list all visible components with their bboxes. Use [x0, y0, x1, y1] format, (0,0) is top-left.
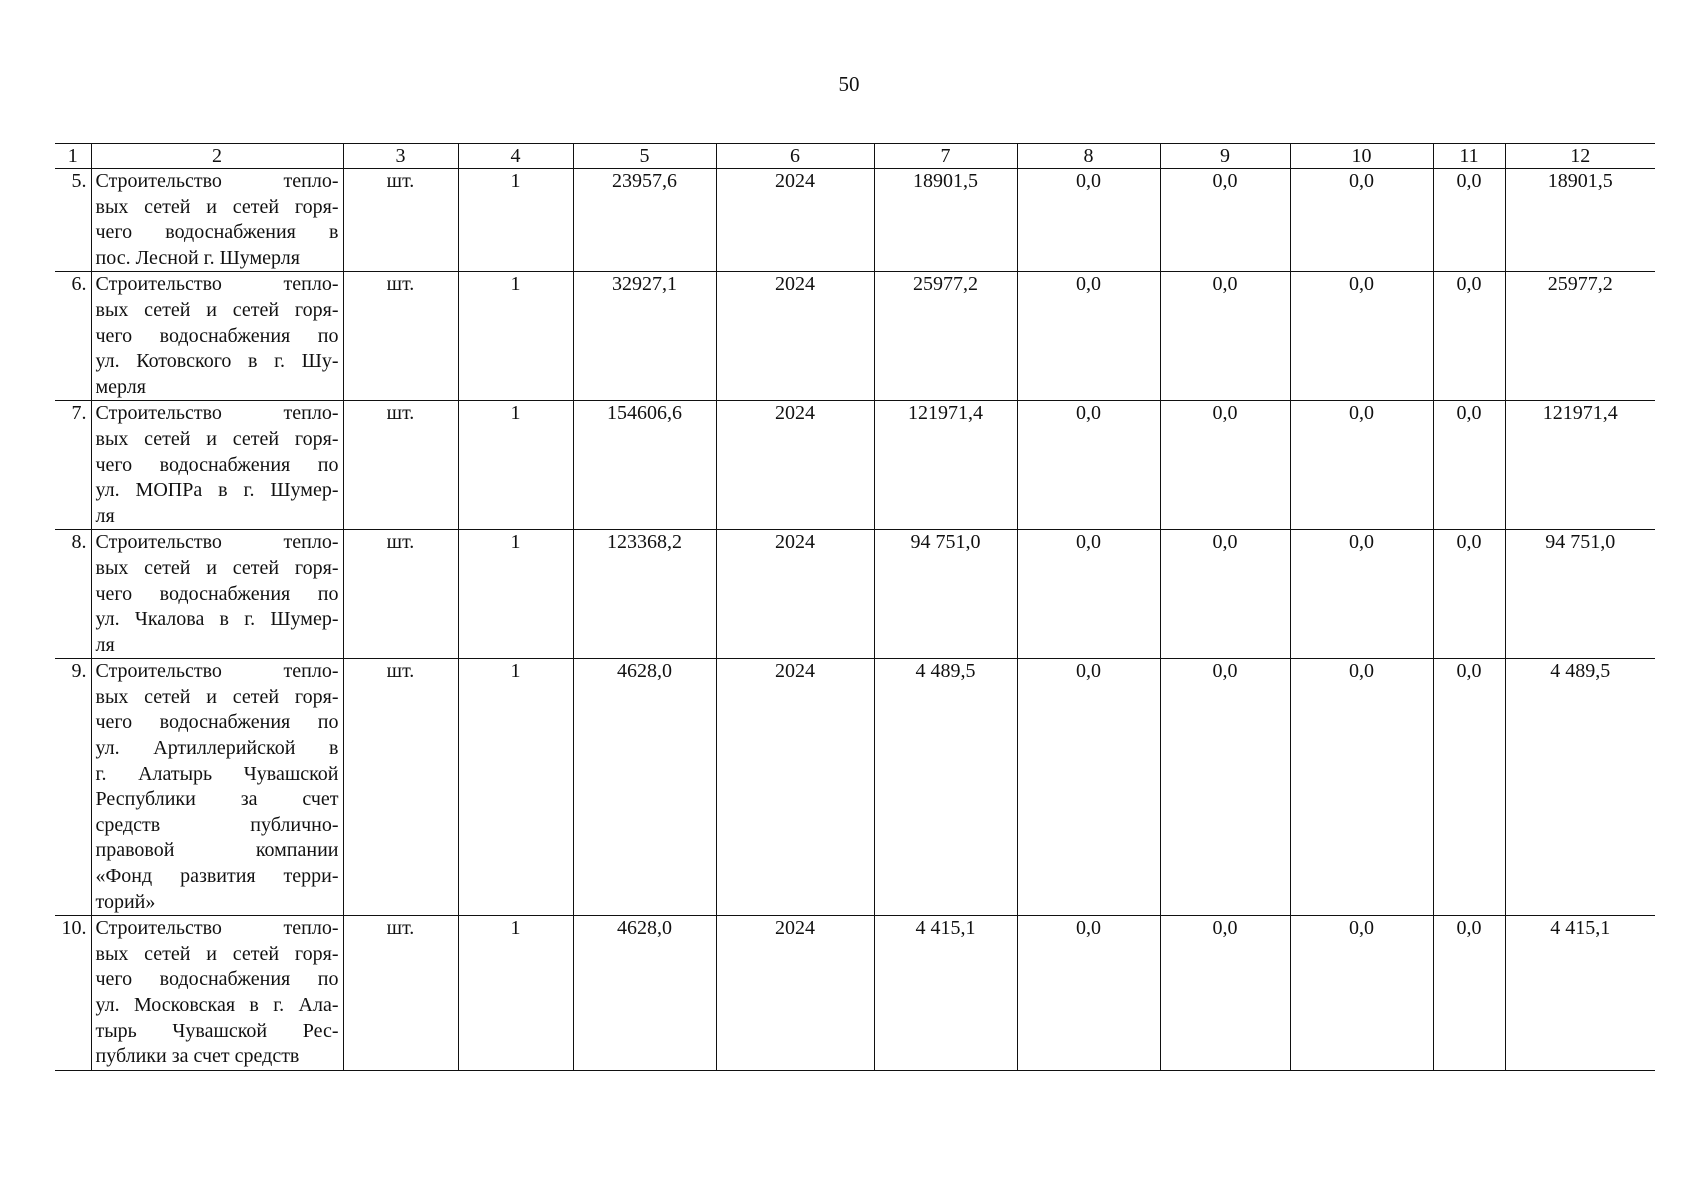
- col7-value-cell: 4 489,5: [874, 659, 1017, 916]
- col7-value-cell: 121971,4: [874, 401, 1017, 530]
- col12-value-cell: 18901,5: [1505, 169, 1655, 272]
- table-row: [55, 530, 1655, 659]
- quantity-cell: 1: [458, 530, 573, 659]
- year-cell: 2024: [716, 916, 874, 1071]
- table-header: [55, 144, 1655, 169]
- col7-value-cell: 94 751,0: [874, 530, 1017, 659]
- object-name-line: вых сетей и сетей горя-: [95, 427, 339, 450]
- col11-value-cell: 0,0: [1433, 530, 1505, 659]
- unit-cell: шт.: [343, 659, 458, 916]
- quantity-cell: 1: [458, 916, 573, 1071]
- object-name-line: ул. Котовского в г. Шу-: [95, 350, 339, 373]
- object-name-line: вых сетей и сетей горя-: [95, 195, 339, 218]
- column-header-1: 1: [55, 144, 91, 169]
- unit-cell: шт.: [343, 169, 458, 272]
- table-row: [55, 401, 1655, 530]
- row-number-cell: 9.: [55, 659, 91, 916]
- object-name-line: вых сетей и сетей горя-: [95, 685, 339, 708]
- object-name-line: мерля: [95, 375, 146, 398]
- table-row: [55, 659, 1655, 916]
- object-name-line: Строительство тепло-: [95, 273, 339, 296]
- object-name-line: торий»: [95, 890, 156, 913]
- object-name-line: Строительство тепло-: [95, 170, 339, 192]
- year-cell: 2024: [716, 169, 874, 272]
- quantity-cell: 1: [458, 401, 573, 530]
- object-name-line: чего водоснабжения по: [95, 453, 339, 476]
- cost-cell: 4628,0: [573, 659, 716, 916]
- col10-value-cell: 0,0: [1290, 401, 1433, 530]
- object-name-cell: [91, 169, 343, 272]
- page-number: 50: [838, 72, 860, 96]
- object-name-line: г. Алатырь Чувашской: [95, 762, 339, 785]
- object-name-line: ул. Чкалова в г. Шумер-: [95, 608, 339, 631]
- object-name-cell: [91, 272, 343, 401]
- row-number-cell: 8.: [55, 530, 91, 659]
- table-row: [55, 169, 1655, 272]
- unit-cell: шт.: [343, 401, 458, 530]
- object-name-line: Строительство тепло-: [95, 402, 339, 425]
- column-header-5: 5: [573, 144, 716, 169]
- object-name-line: чего водоснабжения в: [95, 221, 339, 244]
- col12-value-cell: 4 489,5: [1505, 659, 1655, 916]
- unit-cell: шт.: [343, 530, 458, 659]
- col9-value-cell: 0,0: [1160, 272, 1290, 401]
- object-name-cell: [91, 916, 343, 1071]
- col9-value-cell: 0,0: [1160, 916, 1290, 1071]
- col11-value-cell: 0,0: [1433, 659, 1505, 916]
- col10-value-cell: 0,0: [1290, 272, 1433, 401]
- object-name-line: чего водоснабжения по: [95, 582, 339, 605]
- object-name-line: Строительство тепло-: [95, 917, 339, 940]
- column-header-10: 10: [1290, 144, 1433, 169]
- col8-value-cell: 0,0: [1017, 169, 1160, 272]
- table-row: [55, 272, 1655, 401]
- col12-value-cell: 121971,4: [1505, 401, 1655, 530]
- unit-cell: шт.: [343, 916, 458, 1071]
- quantity-cell: 1: [458, 659, 573, 916]
- object-name-line: вых сетей и сетей горя-: [95, 942, 339, 965]
- col8-value-cell: 0,0: [1017, 272, 1160, 401]
- cost-cell: 4628,0: [573, 916, 716, 1071]
- column-header-4: 4: [458, 144, 573, 169]
- object-name-line: тырь Чувашской Рес-: [95, 1019, 339, 1042]
- col8-value-cell: 0,0: [1017, 916, 1160, 1071]
- object-name-cell: [91, 401, 343, 530]
- cost-cell: 32927,1: [573, 272, 716, 401]
- column-header-8: 8: [1017, 144, 1160, 169]
- object-name-line: Республики за счет: [95, 788, 339, 811]
- col12-value-cell: 94 751,0: [1505, 530, 1655, 659]
- cost-cell: 23957,6: [573, 169, 716, 272]
- object-name-line: пос. Лесной г. Шумерля: [95, 246, 300, 269]
- col8-value-cell: 0,0: [1017, 401, 1160, 530]
- col9-value-cell: 0,0: [1160, 401, 1290, 530]
- cost-cell: 154606,6: [573, 401, 716, 530]
- object-name-line: ля: [95, 633, 115, 656]
- column-header-2: 2: [91, 144, 343, 169]
- object-name-line: публики за счет средств: [95, 1045, 300, 1068]
- col8-value-cell: 0,0: [1017, 659, 1160, 916]
- column-header-9: 9: [1160, 144, 1290, 169]
- row-number-cell: 10.: [55, 916, 91, 1071]
- object-name-line: ул. Московская в г. Ала-: [95, 994, 339, 1016]
- object-name-line: Строительство тепло-: [95, 531, 339, 554]
- column-header-3: 3: [343, 144, 458, 169]
- table-row: [55, 916, 1655, 1071]
- column-header-6: 6: [716, 144, 874, 169]
- object-name-line: правовой компании: [95, 839, 339, 862]
- col12-value-cell: 4 415,1: [1505, 916, 1655, 1071]
- col7-value-cell: 18901,5: [874, 169, 1017, 272]
- year-cell: 2024: [716, 272, 874, 401]
- object-name-line: ул. Артиллерийской в: [95, 737, 339, 760]
- col9-value-cell: 0,0: [1160, 169, 1290, 272]
- col11-value-cell: 0,0: [1433, 169, 1505, 272]
- col8-value-cell: 0,0: [1017, 530, 1160, 659]
- object-name-line: Строительство тепло-: [95, 660, 339, 683]
- col9-value-cell: 0,0: [1160, 530, 1290, 659]
- object-name-line: чего водоснабжения по: [95, 968, 339, 991]
- object-name-line: чего водоснабжения по: [95, 324, 339, 347]
- cost-cell: 123368,2: [573, 530, 716, 659]
- object-name-line: «Фонд развития терри-: [95, 865, 339, 888]
- object-name-line: чего водоснабжения по: [95, 711, 339, 734]
- quantity-cell: 1: [458, 272, 573, 401]
- column-header-12: 12: [1505, 144, 1655, 169]
- col12-value-cell: 25977,2: [1505, 272, 1655, 401]
- object-name-cell: [91, 530, 343, 659]
- row-number-cell: 7.: [55, 401, 91, 530]
- col10-value-cell: 0,0: [1290, 916, 1433, 1071]
- col10-value-cell: 0,0: [1290, 659, 1433, 916]
- year-cell: 2024: [716, 659, 874, 916]
- col11-value-cell: 0,0: [1433, 916, 1505, 1071]
- col11-value-cell: 0,0: [1433, 401, 1505, 530]
- col11-value-cell: 0,0: [1433, 272, 1505, 401]
- table-body: [55, 169, 1655, 1071]
- col7-value-cell: 25977,2: [874, 272, 1017, 401]
- row-number-cell: 5.: [55, 169, 91, 272]
- object-name-line: ля: [95, 504, 115, 527]
- object-name-line: вых сетей и сетей горя-: [95, 556, 339, 579]
- col10-value-cell: 0,0: [1290, 530, 1433, 659]
- quantity-cell: 1: [458, 169, 573, 272]
- object-name-line: ул. МОПРа в г. Шумер-: [95, 479, 339, 502]
- column-header-11: 11: [1433, 144, 1505, 169]
- col7-value-cell: 4 415,1: [874, 916, 1017, 1071]
- object-name-line: вых сетей и сетей горя-: [95, 298, 339, 321]
- col9-value-cell: 0,0: [1160, 659, 1290, 916]
- unit-cell: шт.: [343, 272, 458, 401]
- year-cell: 2024: [716, 401, 874, 530]
- column-header-7: 7: [874, 144, 1017, 169]
- header-row: [55, 144, 1655, 169]
- data-table: [55, 143, 1655, 1071]
- year-cell: 2024: [716, 530, 874, 659]
- object-name-line: средств публично-: [95, 813, 339, 836]
- row-number-cell: 6.: [55, 272, 91, 401]
- object-name-cell: [91, 659, 343, 916]
- col10-value-cell: 0,0: [1290, 169, 1433, 272]
